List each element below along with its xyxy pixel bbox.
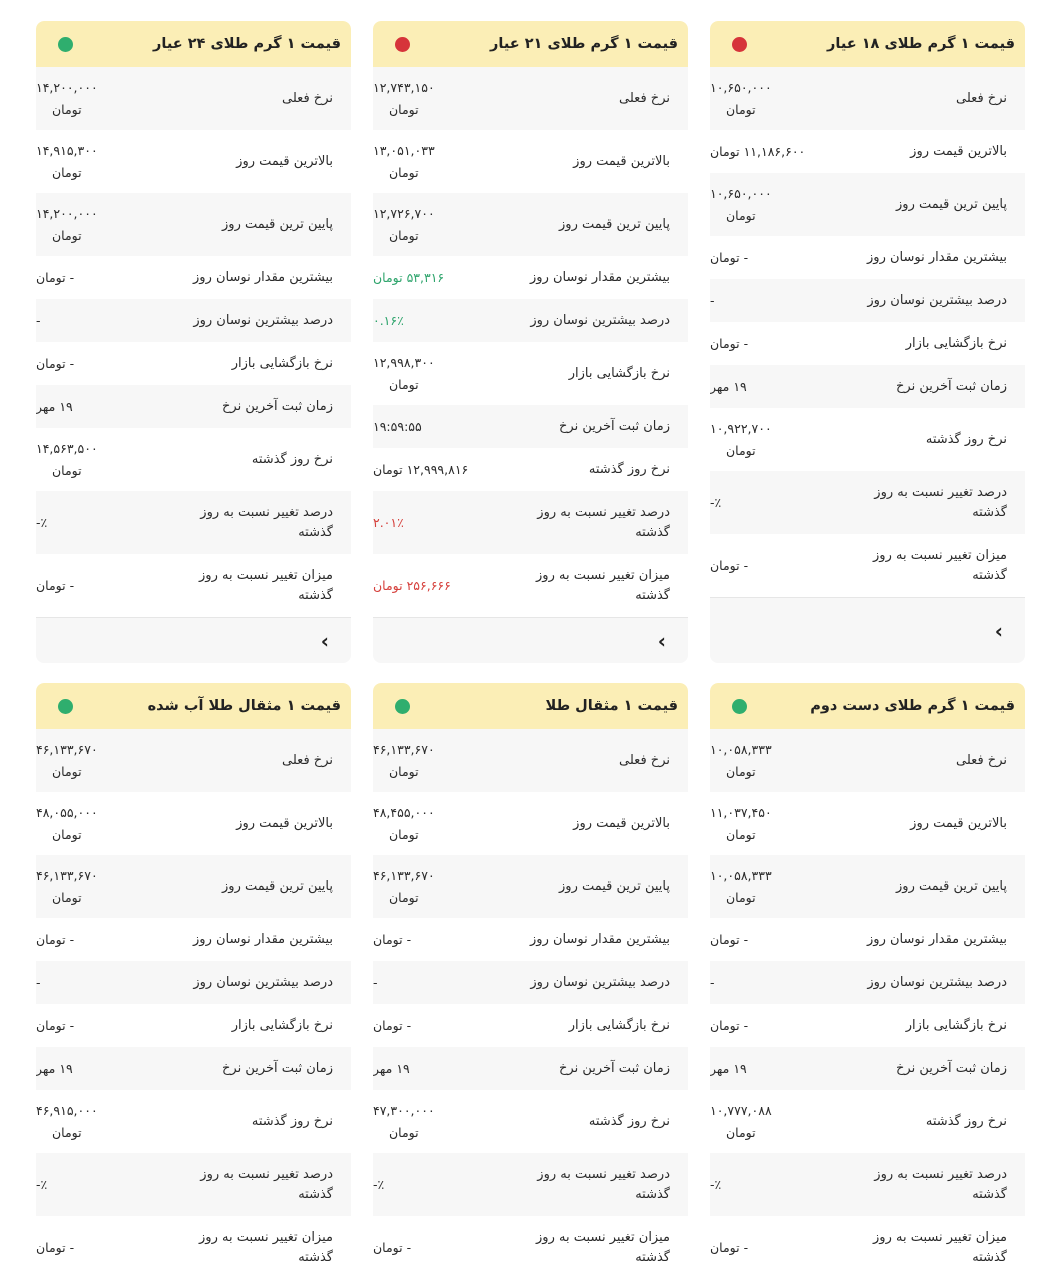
card-title: قیمت ۱ مثقال طلا: [545, 698, 678, 714]
row-value: [373, 352, 483, 396]
price-row: [373, 554, 688, 617]
price-row: [373, 855, 688, 918]
price-row: [36, 1216, 351, 1279]
row-label: بالاترین قیمت روز: [236, 153, 333, 169]
row-label: میزان تغییر نسبت به روز گذشته: [199, 567, 333, 603]
price-row: [373, 1216, 688, 1279]
price-row: [373, 1004, 688, 1047]
price-row: [710, 67, 1025, 130]
value-unit: تومان: [389, 227, 419, 243]
chevron-left-icon[interactable]: ›: [320, 628, 329, 653]
row-value: [373, 512, 483, 534]
value-text: - تومان: [373, 1017, 412, 1033]
row-label: نرخ فعلی: [956, 752, 1007, 768]
value-number: ۱۱,۰۳۷,۴۵۰: [710, 804, 772, 820]
card-header: [710, 683, 1025, 729]
card-footer: [710, 597, 1025, 663]
price-row: [710, 729, 1025, 792]
row-value: [36, 353, 146, 375]
value-text: ٪-: [710, 494, 722, 510]
value-text: - تومان: [710, 335, 749, 351]
value-number: ۴۷,۳۰۰,۰۰۰: [373, 1102, 435, 1118]
value-text: ٪-: [373, 1176, 385, 1192]
row-label: بالاترین قیمت روز: [236, 815, 333, 831]
row-label: نرخ فعلی: [282, 90, 333, 106]
price-row: [710, 961, 1025, 1004]
value-text: - تومان: [36, 355, 75, 371]
row-value: [710, 555, 820, 577]
value-text: -: [36, 312, 41, 328]
value-text: - تومان: [710, 557, 749, 573]
value-number: ۱۴,۲۰۰,۰۰۰: [36, 205, 98, 221]
value-unit: تومان: [389, 101, 419, 117]
row-label: نرخ بازگشایی بازار: [905, 335, 1007, 351]
price-row: [373, 448, 688, 491]
row-value: [710, 929, 820, 951]
price-row: [36, 130, 351, 193]
value-unit: تومان: [389, 164, 419, 180]
value-text: ۱۲,۹۹۹,۸۱۶ تومان: [373, 461, 469, 477]
row-label: بالاترین قیمت روز: [573, 815, 670, 831]
price-row: [36, 961, 351, 1004]
value-number: ۱۴,۲۰۰,۰۰۰: [36, 79, 98, 95]
price-row: [373, 1090, 688, 1153]
row-value: [373, 1058, 483, 1080]
value-unit: تومان: [726, 826, 756, 842]
row-label: نرخ بازگشایی بازار: [231, 1017, 333, 1033]
row-label: نرخ روز گذشته: [925, 431, 1007, 447]
row-value: [36, 267, 146, 289]
price-row: [36, 491, 351, 554]
price-row: [710, 1004, 1025, 1047]
row-value: [36, 1237, 146, 1259]
row-label: پایین ترین قیمت روز: [559, 878, 670, 894]
card-header: [373, 21, 688, 67]
price-row: [710, 408, 1025, 471]
row-value: [710, 290, 820, 312]
value-number: ۱۳,۰۵۱,۰۳۳: [373, 142, 435, 158]
row-value: [36, 1058, 146, 1080]
value-text: - تومان: [373, 1239, 412, 1255]
status-dot-icon: [395, 699, 410, 714]
row-label: درصد بیشترین نوسان روز: [193, 312, 333, 328]
row-value: [710, 376, 820, 398]
row-label: نرخ روز گذشته: [251, 451, 333, 467]
row-label: نرخ فعلی: [282, 752, 333, 768]
price-row: [373, 67, 688, 130]
price-row: [710, 365, 1025, 408]
row-value: [36, 972, 146, 994]
price-row: [36, 554, 351, 617]
value-text: - تومان: [36, 269, 75, 285]
row-value: [36, 1015, 146, 1037]
value-number: ۱۴,۵۶۳,۵۰۰: [36, 440, 98, 456]
price-row: [710, 855, 1025, 918]
row-label: درصد تغییر نسبت به روز گذشته: [874, 1166, 1007, 1202]
card-title: قیمت ۱ گرم طلای ۱۸ عیار: [827, 36, 1015, 52]
price-row: [36, 1004, 351, 1047]
row-value: [710, 1237, 820, 1259]
price-row: [373, 405, 688, 448]
value-unit: تومان: [389, 1124, 419, 1140]
price-row: [373, 193, 688, 256]
row-value: [710, 418, 820, 462]
row-value: [36, 865, 146, 909]
value-text: ۱۱,۱۸۶,۶۰۰ تومان: [710, 143, 806, 159]
value-unit: تومان: [726, 101, 756, 117]
value-number: ۴۸,۴۵۵,۰۰۰: [373, 804, 435, 820]
price-row: [373, 491, 688, 554]
price-row: [710, 1153, 1025, 1216]
value-unit: تومان: [726, 1124, 756, 1140]
value-text: - تومان: [36, 1239, 75, 1255]
value-text: -: [710, 292, 715, 308]
row-value: [373, 739, 483, 783]
value-text: - تومان: [36, 577, 75, 593]
price-card-used-gold: [710, 683, 1025, 1283]
value-text: ۵۳,۳۱۶ تومان: [373, 269, 445, 285]
row-value: [373, 802, 483, 846]
row-label: درصد تغییر نسبت به روز گذشته: [537, 504, 670, 540]
price-row: [36, 1090, 351, 1153]
row-label: زمان ثبت آخرین نرخ: [896, 1060, 1007, 1076]
value-number: ۱۲,۷۴۳,۱۵۰: [373, 79, 435, 95]
value-number: ۱۰,۰۵۸,۳۳۳: [710, 741, 772, 757]
price-card-gold-21k: [373, 21, 688, 663]
value-text: - تومان: [36, 931, 75, 947]
price-row: [373, 256, 688, 299]
row-value: [36, 203, 146, 247]
price-row: [373, 729, 688, 792]
card-header: [36, 21, 351, 67]
row-label: درصد بیشترین نوسان روز: [867, 292, 1007, 308]
row-value: [36, 310, 146, 332]
value-text: ۱۹ مهر: [36, 398, 73, 414]
value-unit: تومان: [52, 763, 82, 779]
price-row: [373, 299, 688, 342]
row-label: درصد تغییر نسبت به روز گذشته: [537, 1166, 670, 1202]
row-label: پایین ترین قیمت روز: [559, 216, 670, 232]
row-label: بیشترین مقدار نوسان روز: [530, 931, 670, 947]
value-unit: تومان: [52, 889, 82, 905]
row-value: [373, 1100, 483, 1144]
row-value: [710, 1174, 820, 1196]
status-dot-icon: [58, 37, 73, 52]
price-row: [710, 1047, 1025, 1090]
value-unit: تومان: [52, 462, 82, 478]
row-value: [36, 575, 146, 597]
row-value: [36, 739, 146, 783]
row-value: [710, 333, 820, 355]
value-number: ۴۶,۱۳۳,۶۷۰: [36, 867, 98, 883]
value-number: ۴۸,۰۵۵,۰۰۰: [36, 804, 98, 820]
price-row: [36, 385, 351, 428]
row-value: [373, 203, 483, 247]
value-text: ٪-: [36, 1176, 48, 1192]
price-card-melted-mithqal-gold: [36, 683, 351, 1283]
price-row: [373, 1153, 688, 1216]
chevron-left-icon[interactable]: ›: [994, 618, 1003, 643]
row-value: [710, 247, 820, 269]
price-row: [373, 130, 688, 193]
value-unit: تومان: [52, 1124, 82, 1140]
price-row: [36, 193, 351, 256]
value-number: ۴۶,۱۳۳,۶۷۰: [373, 741, 435, 757]
row-label: زمان ثبت آخرین نرخ: [222, 398, 333, 414]
value-unit: تومان: [726, 763, 756, 779]
row-label: پایین ترین قیمت روز: [222, 216, 333, 232]
row-value: [710, 972, 820, 994]
price-row: [36, 729, 351, 792]
value-text: ٪-: [36, 514, 48, 530]
value-text: ۱۹:۵۹:۵۵: [373, 418, 422, 434]
row-value: [710, 1015, 820, 1037]
row-value: [373, 267, 483, 289]
value-unit: تومان: [389, 826, 419, 842]
row-label: بیشترین مقدار نوسان روز: [193, 269, 333, 285]
row-value: [36, 929, 146, 951]
value-unit: تومان: [726, 889, 756, 905]
value-number: ۱۰,۹۲۲,۷۰۰: [710, 420, 772, 436]
card-title: قیمت ۱ مثقال طلا آب شده: [147, 698, 341, 714]
value-text: - تومان: [710, 1239, 749, 1255]
value-text: ۱۹ مهر: [373, 1060, 410, 1076]
price-row: [710, 792, 1025, 855]
card-title: قیمت ۱ گرم طلای ۲۴ عیار: [153, 36, 341, 52]
row-label: نرخ روز گذشته: [925, 1113, 1007, 1129]
status-dot-icon: [58, 699, 73, 714]
price-card-gold-24k: [36, 21, 351, 663]
status-dot-icon: [732, 699, 747, 714]
price-row: [373, 918, 688, 961]
row-label: بالاترین قیمت روز: [573, 153, 670, 169]
row-label: پایین ترین قیمت روز: [222, 878, 333, 894]
card-header: [373, 683, 688, 729]
value-unit: تومان: [52, 101, 82, 117]
row-value: [710, 492, 820, 514]
value-text: ۲.۰۱٪: [373, 514, 404, 530]
row-value: [710, 739, 820, 783]
status-dot-icon: [395, 37, 410, 52]
value-number: ۱۰,۶۵۰,۰۰۰: [710, 185, 772, 201]
row-label: میزان تغییر نسبت به روز گذشته: [536, 1229, 670, 1265]
row-value: [36, 1100, 146, 1144]
row-value: [373, 459, 483, 481]
price-row: [36, 855, 351, 918]
row-label: زمان ثبت آخرین نرخ: [222, 1060, 333, 1076]
row-label: پایین ترین قیمت روز: [896, 878, 1007, 894]
row-value: [373, 865, 483, 909]
price-row: [373, 792, 688, 855]
row-label: نرخ فعلی: [956, 90, 1007, 106]
value-text: -: [373, 974, 378, 990]
value-text: - تومان: [36, 1017, 75, 1033]
row-label: زمان ثبت آخرین نرخ: [559, 418, 670, 434]
row-value: [36, 140, 146, 184]
row-value: [373, 416, 483, 438]
row-label: درصد تغییر نسبت به روز گذشته: [200, 504, 333, 540]
value-unit: تومان: [52, 227, 82, 243]
price-row: [710, 236, 1025, 279]
price-row: [36, 1153, 351, 1216]
card-title: قیمت ۱ گرم طلای دست دوم: [810, 698, 1015, 714]
row-value: [36, 802, 146, 846]
row-value: [36, 77, 146, 121]
value-text: ۱۹ مهر: [36, 1060, 73, 1076]
row-label: میزان تغییر نسبت به روز گذشته: [873, 1229, 1007, 1265]
row-label: نرخ بازگشایی بازار: [568, 1017, 670, 1033]
value-unit: تومان: [726, 207, 756, 223]
price-row: [36, 1047, 351, 1090]
row-value: [373, 575, 483, 597]
row-label: درصد بیشترین نوسان روز: [867, 974, 1007, 990]
price-row: [710, 173, 1025, 236]
value-number: ۴۶,۱۳۳,۶۷۰: [373, 867, 435, 883]
row-value: [36, 438, 146, 482]
value-unit: تومان: [52, 164, 82, 180]
row-value: [710, 865, 820, 909]
value-text: ۲۵۶,۶۶۶ تومان: [373, 577, 451, 593]
value-number: ۱۰,۶۵۰,۰۰۰: [710, 79, 772, 95]
row-label: نرخ بازگشایی بازار: [905, 1017, 1007, 1033]
price-row: [710, 471, 1025, 534]
row-value: [710, 77, 820, 121]
row-value: [36, 1174, 146, 1196]
row-label: درصد بیشترین نوسان روز: [530, 312, 670, 328]
price-row: [710, 279, 1025, 322]
row-label: نرخ روز گذشته: [251, 1113, 333, 1129]
status-dot-icon: [732, 37, 747, 52]
value-unit: تومان: [52, 826, 82, 842]
row-label: نرخ روز گذشته: [588, 461, 670, 477]
row-value: [710, 802, 820, 846]
row-label: درصد تغییر نسبت به روز گذشته: [200, 1166, 333, 1202]
price-card-mithqal-gold: [373, 683, 688, 1283]
price-row: [36, 342, 351, 385]
row-label: بیشترین مقدار نوسان روز: [193, 931, 333, 947]
value-text: -: [36, 974, 41, 990]
price-row: [710, 130, 1025, 173]
row-label: میزان تغییر نسبت به روز گذشته: [199, 1229, 333, 1265]
value-unit: تومان: [726, 442, 756, 458]
value-number: ۱۲,۷۲۶,۷۰۰: [373, 205, 435, 221]
row-label: نرخ بازگشایی بازار: [231, 355, 333, 371]
value-text: -: [710, 974, 715, 990]
row-value: [373, 310, 483, 332]
row-label: نرخ بازگشایی بازار: [568, 365, 670, 381]
row-label: بیشترین مقدار نوسان روز: [867, 931, 1007, 947]
row-value: [710, 1058, 820, 1080]
card-title: قیمت ۱ گرم طلای ۲۱ عیار: [490, 36, 678, 52]
row-label: زمان ثبت آخرین نرخ: [559, 1060, 670, 1076]
value-text: ۰.۱۶٪: [373, 312, 404, 328]
value-number: ۱۴,۹۱۵,۳۰۰: [36, 142, 98, 158]
price-row: [36, 428, 351, 491]
row-label: نرخ فعلی: [619, 752, 670, 768]
row-value: [36, 512, 146, 534]
row-label: زمان ثبت آخرین نرخ: [896, 378, 1007, 394]
value-number: ۴۶,۱۳۳,۶۷۰: [36, 741, 98, 757]
value-number: ۱۰,۰۵۸,۳۳۳: [710, 867, 772, 883]
row-label: بالاترین قیمت روز: [910, 815, 1007, 831]
price-row: [36, 67, 351, 130]
row-label: میزان تغییر نسبت به روز گذشته: [873, 547, 1007, 583]
price-row: [36, 256, 351, 299]
value-text: - تومان: [373, 931, 412, 947]
card-footer: [373, 617, 688, 663]
row-value: [373, 1237, 483, 1259]
row-label: درصد تغییر نسبت به روز گذشته: [874, 484, 1007, 520]
value-text: ۱۹ مهر: [710, 378, 747, 394]
card-footer: [36, 617, 351, 663]
value-text: ٪-: [710, 1176, 722, 1192]
value-text: - تومان: [710, 249, 749, 265]
price-row: [36, 792, 351, 855]
price-row: [36, 299, 351, 342]
row-value: [373, 929, 483, 951]
price-card-gold-18k: [710, 21, 1025, 663]
card-header: [710, 21, 1025, 67]
row-value: [710, 183, 820, 227]
price-row: [373, 961, 688, 1004]
row-label: بیشترین مقدار نوسان روز: [530, 269, 670, 285]
chevron-left-icon[interactable]: ›: [657, 628, 666, 653]
price-row: [710, 322, 1025, 365]
value-text: - تومان: [710, 931, 749, 947]
value-number: ۱۰,۷۷۷,۰۸۸: [710, 1102, 772, 1118]
row-label: نرخ روز گذشته: [588, 1113, 670, 1129]
row-value: [36, 396, 146, 418]
price-row: [710, 1216, 1025, 1279]
row-value: [373, 1174, 483, 1196]
price-row: [373, 1047, 688, 1090]
row-value: [373, 1015, 483, 1037]
row-label: درصد بیشترین نوسان روز: [530, 974, 670, 990]
row-value: [373, 140, 483, 184]
row-label: بیشترین مقدار نوسان روز: [867, 249, 1007, 265]
value-unit: تومان: [389, 376, 419, 392]
row-label: بالاترین قیمت روز: [910, 143, 1007, 159]
price-row: [710, 918, 1025, 961]
row-value: [710, 141, 820, 163]
value-unit: تومان: [389, 889, 419, 905]
price-row: [373, 342, 688, 405]
row-label: میزان تغییر نسبت به روز گذشته: [536, 567, 670, 603]
price-row: [710, 1090, 1025, 1153]
row-label: درصد بیشترین نوسان روز: [193, 974, 333, 990]
row-label: پایین ترین قیمت روز: [896, 196, 1007, 212]
row-value: [373, 77, 483, 121]
value-text: ۱۹ مهر: [710, 1060, 747, 1076]
row-label: نرخ فعلی: [619, 90, 670, 106]
value-number: ۱۲,۹۹۸,۳۰۰: [373, 354, 435, 370]
value-text: - تومان: [710, 1017, 749, 1033]
value-number: ۴۶,۹۱۵,۰۰۰: [36, 1102, 98, 1118]
row-value: [373, 972, 483, 994]
price-row: [710, 534, 1025, 597]
value-unit: تومان: [389, 763, 419, 779]
price-row: [36, 918, 351, 961]
row-value: [710, 1100, 820, 1144]
card-header: [36, 683, 351, 729]
